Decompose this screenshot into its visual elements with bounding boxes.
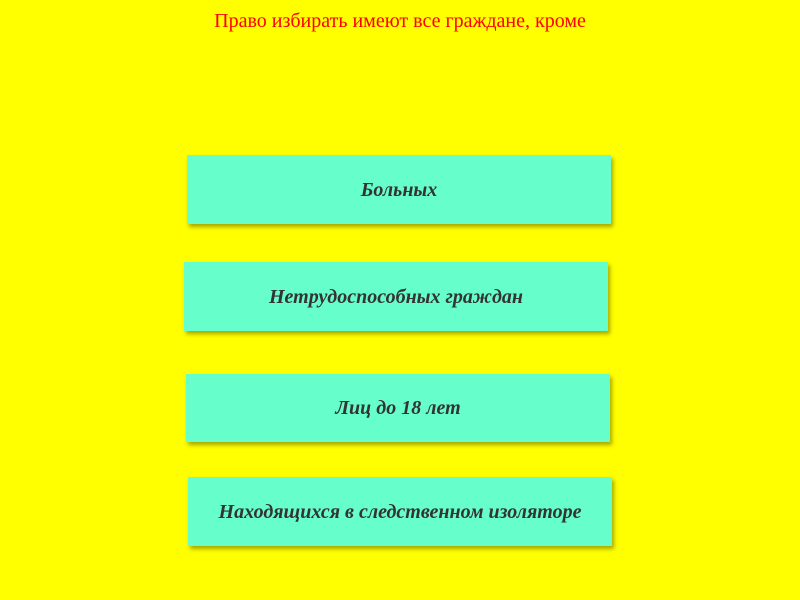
answer-option-2-label: Нетрудоспособных граждан <box>269 285 523 308</box>
answer-option-1-label: Больных <box>360 178 438 201</box>
answer-option-3[interactable] <box>186 374 610 442</box>
answer-option-1[interactable] <box>187 155 611 224</box>
answer-option-3-label: Лиц до 18 лет <box>335 397 461 419</box>
answer-option-2[interactable] <box>184 262 608 331</box>
answer-option-4-label: Находящихся в следственном изоляторе <box>218 500 582 523</box>
answer-option-4[interactable] <box>188 477 612 546</box>
question-title: Право избирать имеют все граждане, кроме <box>214 10 586 32</box>
